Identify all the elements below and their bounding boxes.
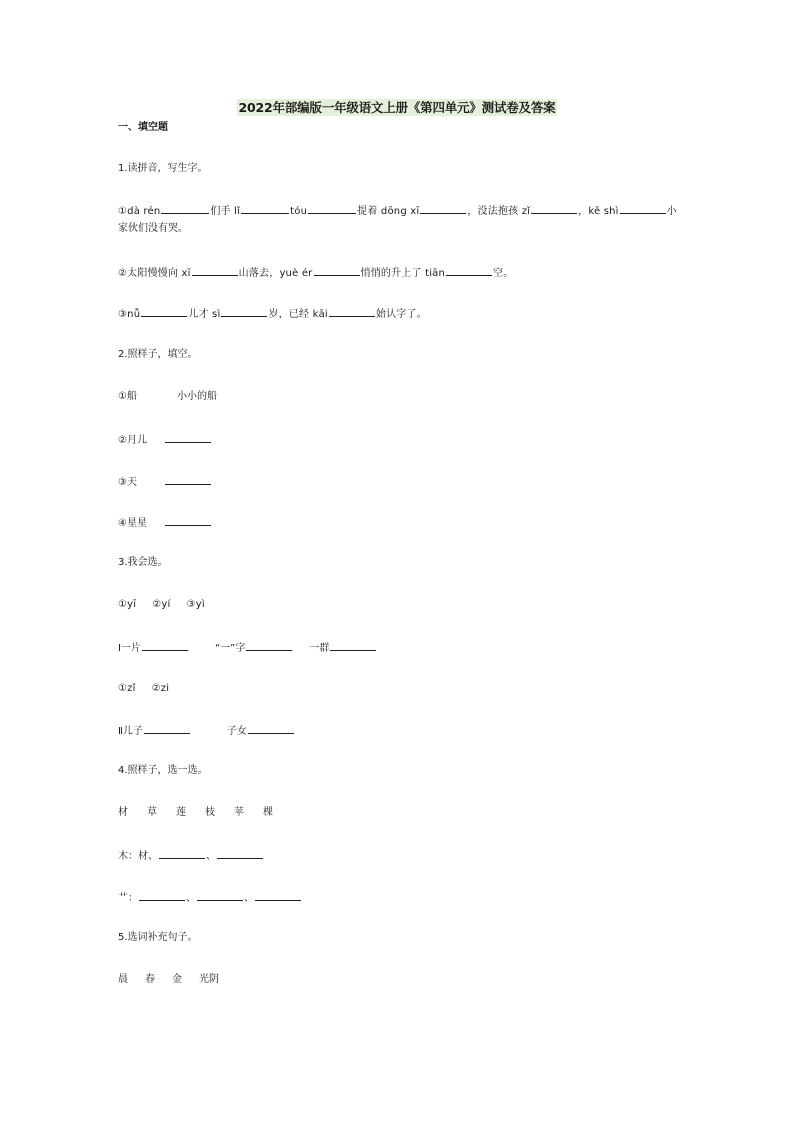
q5-word-list <box>118 973 219 987</box>
answer-blank[interactable] <box>139 890 185 901</box>
q4-char: 草 <box>147 807 157 818</box>
q1-l2-a: ②太阳慢慢向 xī <box>118 268 191 279</box>
title-text: 2022年部编版一年级语文上册《第四单元》测试卷及答案 <box>238 100 556 115</box>
q2-example-answer: 小小的船 <box>176 391 217 402</box>
q1-l1-c: tóu <box>290 206 308 217</box>
answer-blank[interactable] <box>329 306 375 317</box>
q1-l3-a: ③nǚ <box>118 309 141 320</box>
q3-row2-a: Ⅱ儿子 <box>118 726 143 737</box>
q4-wood-radical-row: 木：材、 、 <box>118 848 264 864</box>
answer-blank[interactable] <box>197 890 243 901</box>
document-title <box>0 98 794 116</box>
answer-blank[interactable] <box>246 640 292 651</box>
answer-blank[interactable] <box>161 203 209 214</box>
q2-prompt: 2.照样子，填空。 <box>118 349 198 360</box>
answer-blank[interactable] <box>144 723 190 734</box>
q4-char: 材 <box>118 807 128 818</box>
q1-l1-e: ，没法抱孩 zǐ <box>467 206 531 217</box>
q5-word: 金 <box>172 974 182 985</box>
answer-blank[interactable] <box>330 640 376 651</box>
q1-line3 <box>118 306 427 322</box>
answer-blank[interactable] <box>420 203 466 214</box>
q3-row2-b: 子女 <box>226 726 247 737</box>
q3-row1-c: 一群 <box>309 643 330 654</box>
q1-l3-c: 岁，已经 kāi <box>268 309 328 320</box>
q5-word: 光阴 <box>199 974 219 985</box>
answer-blank[interactable] <box>620 203 666 214</box>
q1-line1-continued: 家伙们没有哭。 <box>118 223 188 234</box>
q3-prompt: 3.我会选。 <box>118 557 168 568</box>
q1-prompt: 1.读拼音，写生字。 <box>118 163 208 174</box>
q4-char: 莲 <box>176 807 186 818</box>
answer-blank[interactable] <box>217 848 263 859</box>
q5-word: 晨 <box>118 974 128 985</box>
q1-l2-c: 悄悄的升上了 tiān <box>360 268 446 279</box>
answer-blank[interactable] <box>255 890 301 901</box>
q4-grass-radical-row: 艹： 、 、 <box>118 890 302 906</box>
q4-char: 枝 <box>205 807 215 818</box>
q3-opt-1: ①yī <box>118 599 137 610</box>
q3-opt2-2: ②zi <box>151 683 170 694</box>
q2-item-sky <box>118 474 212 490</box>
q3-opt-3: ③yì <box>186 599 205 610</box>
answer-blank[interactable] <box>141 306 187 317</box>
answer-blank[interactable] <box>192 265 238 276</box>
answer-blank[interactable] <box>221 306 267 317</box>
q3-opt-2: ②yí <box>152 599 171 610</box>
section-heading: 一、填空题 <box>118 122 168 133</box>
answer-blank[interactable] <box>241 203 289 214</box>
q1-l1-b: 们手 lǐ <box>210 206 241 217</box>
q3-row1-a: Ⅰ一片 <box>118 643 141 654</box>
q1-l3-b: 儿才 sì <box>188 309 221 320</box>
answer-blank[interactable] <box>314 265 360 276</box>
q2-item3-word: ③天 <box>118 477 137 488</box>
answer-blank[interactable] <box>165 432 211 443</box>
answer-blank[interactable] <box>248 723 294 734</box>
answer-blank[interactable] <box>446 265 492 276</box>
q1-l1-g: 小 <box>666 206 677 217</box>
q1-l1-d: 提着 dōng xī <box>357 206 420 217</box>
q1-l2-b: 山落去，yuè ér <box>238 268 313 279</box>
q3-options-yi <box>118 598 205 612</box>
q1-l1-a: ①dà rén <box>118 206 161 217</box>
answer-blank[interactable] <box>531 203 577 214</box>
q4-grass-label: 艹： <box>118 893 138 904</box>
q2-item4-word: ④星星 <box>118 518 147 529</box>
q2-item-star <box>118 515 212 531</box>
q2-item2-word: ②月儿 <box>118 435 147 446</box>
q1-l1-f: ，kě shì <box>578 206 619 217</box>
q3-row2 <box>118 723 295 739</box>
q4-char: 棵 <box>263 807 273 818</box>
q2-example-word: ①船 <box>118 391 137 402</box>
q3-row1-b: “一”字 <box>214 643 246 654</box>
q5-prompt: 5.选词补充句子。 <box>118 932 198 943</box>
q5-word: 春 <box>145 974 155 985</box>
q2-example <box>118 390 217 404</box>
q4-char: 苹 <box>234 807 244 818</box>
q3-row1 <box>118 640 377 656</box>
answer-blank[interactable] <box>165 474 211 485</box>
q4-wood-label: 木：材、 <box>118 851 158 862</box>
answer-blank[interactable] <box>165 515 211 526</box>
answer-blank[interactable] <box>142 640 188 651</box>
q1-l3-d: 始认字了。 <box>375 309 427 320</box>
q2-item-moon <box>118 432 212 448</box>
q1-line1 <box>118 203 677 219</box>
answer-blank[interactable] <box>159 848 205 859</box>
answer-blank[interactable] <box>308 203 356 214</box>
q4-prompt: 4.照样子，选一选。 <box>118 765 208 776</box>
q1-l2-d: 空。 <box>493 268 514 279</box>
q3-opt2-1: ①zǐ <box>118 683 136 694</box>
q1-line2 <box>118 265 513 281</box>
q3-options-zi <box>118 682 169 696</box>
q4-character-list <box>118 806 273 820</box>
